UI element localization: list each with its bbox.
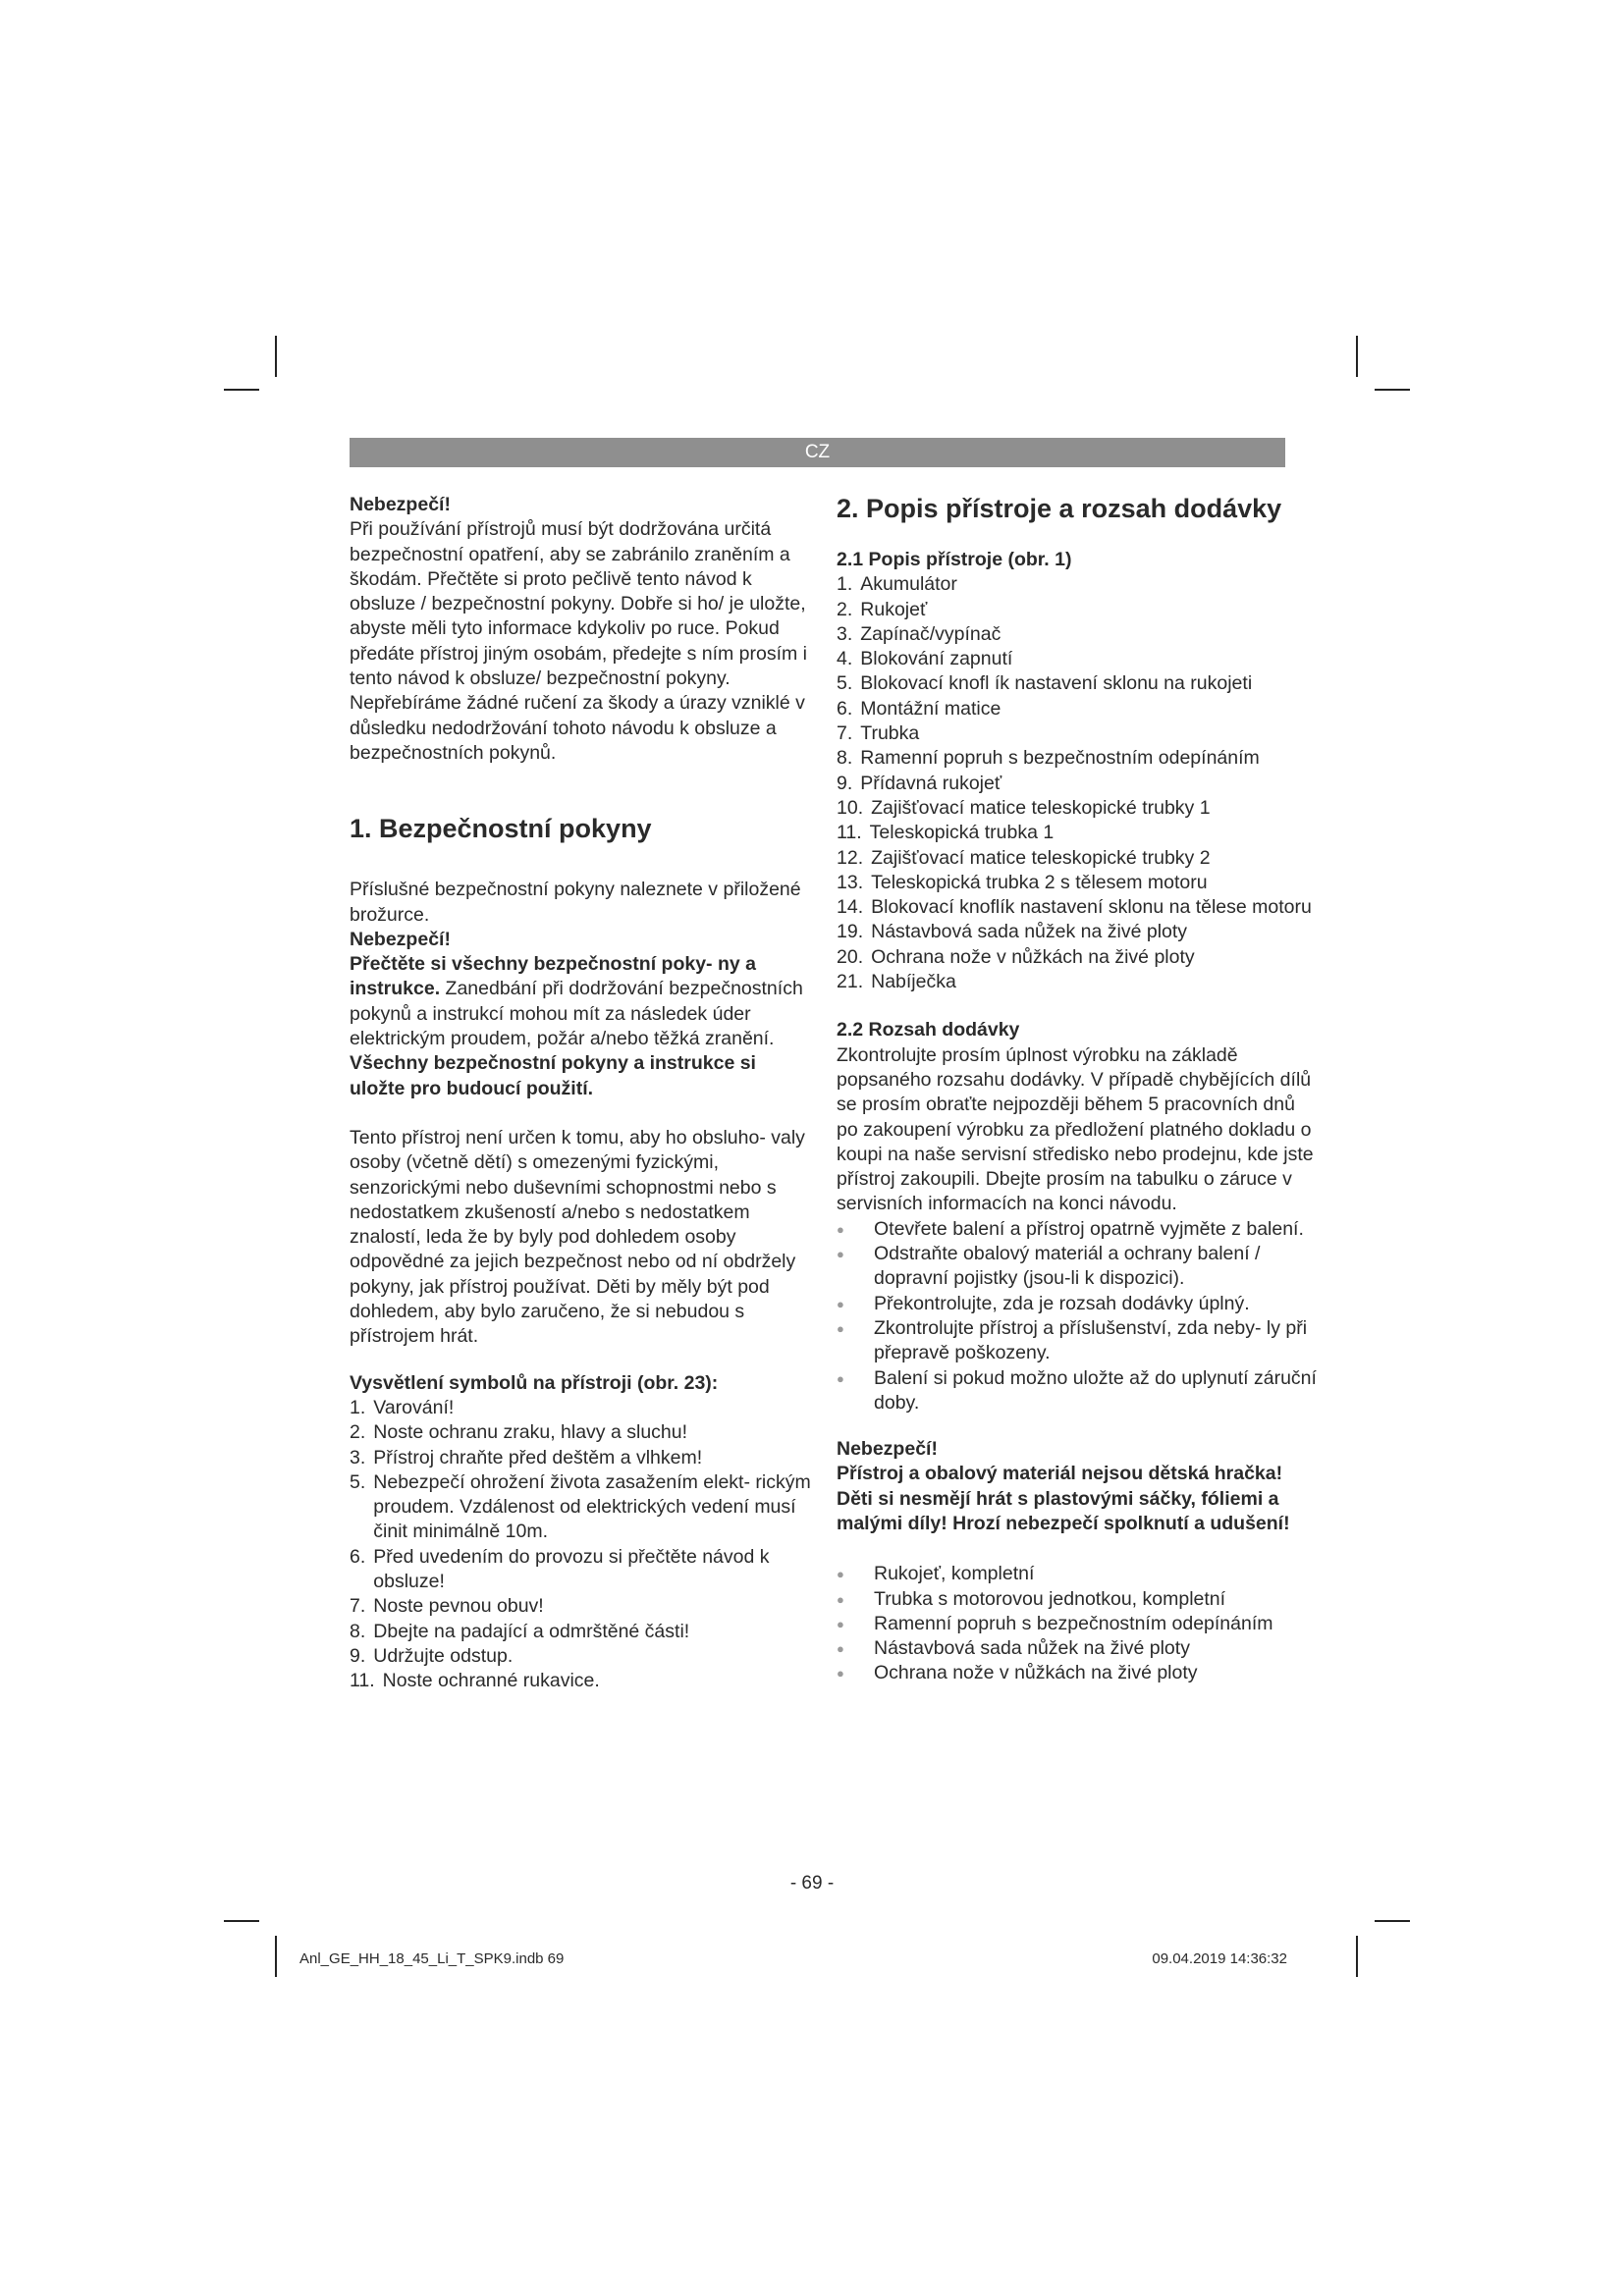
symbols-title: Vysvětlení symbolů na přístroji (obr. 23): [350,1371,719,1394]
file-name: Anl_GE_HH_18_45_Li_T_SPK9.indb 69 [299,1950,565,1967]
subsection-title: 2.2 Rozsah dodávky [837,1019,1020,1041]
list-item: 5. Nebezpečí ohrožení života zasažením elekt- rickým proudem. Vzdálenost od elektrických vedení musí činit minimálně 10m. [350,1470,811,1543]
list-item: 8. Ramenní popruh s bezpečnostním odepínáním [837,747,1260,770]
list-item: 1. Akumulátor [837,573,957,596]
parts-list [837,572,1318,994]
bullet-item: ● Balení si pokud možno uložte až do uplynutí záruční doby. [837,1366,1318,1416]
list-item: 11. Teleskopická trubka 1 [837,822,1055,844]
bullet-item: ● Nástavbová sada nůžek na živé ploty [837,1636,1318,1661]
bullet-item: ● Odstraňte obalový materiál a ochrany balení / dopravní pojistky (jsou-li k dispozici). [837,1242,1318,1292]
crop-mark [1375,389,1410,391]
list-item: 11. Noste ochranné rukavice. [350,1670,600,1692]
list-item: 6. Montážní matice [837,697,1001,720]
list-item: 21. Nabíječka [837,971,956,993]
danger-title: Nebezpečí! [350,494,451,515]
list-item: 19. Nástavbová sada nůžek na živé ploty [837,921,1188,943]
safety-warning [350,952,811,1101]
list-item: 7. Trubka [837,722,920,745]
contents-list [837,1562,1318,1685]
danger-paragraph: Při používání přístrojů musí být dodržována určitá bezpečnostní opatření, aby se zabránilo zraněním a škodám. Přečtěte si proto pečlivě tento návod k obsluze / bezpečnostní pokyny. Dobře si ho/ je uložte, abyste měli tyto informace kdykoliv po ruce. Pokud předáte přístroj jiným osobám, předejte s ním prosím i tento návod k obsluze/ bezpečnostní pokyny. Nepřebíráme žádné ručení za škody a úrazy vzniklé v důsledku nedodržování tohoto návodu k obsluze a bezpečnostních pokynů. [350,518,808,764]
crop-mark [1356,1936,1358,1977]
list-item: 3. Zapínač/vypínač [837,622,1001,645]
list-item: 9. Udržujte odstup. [350,1644,514,1667]
bullet-item: ● Překontrolujte, zda je rozsah dodávky úplný. [837,1292,1318,1316]
list-item: 1. Varování! [350,1396,455,1418]
crop-mark [275,336,277,377]
delivery-steps [837,1217,1318,1415]
delivery-paragraph: Zkontrolujte prosím úplnost výrobku na základě popsaného rozsahu dodávky. V případě chybějících dílů se prosím obraťte nejpozději během 5 pracovních dnů po zakoupení výrobku za předložení platného dokladu o koupi na naše servisní středisko nebo prodejnu, kde jste přístroj zakoupili. Dbejte prosím na tabulku o záruce v servisních informacích na konci návodu. [837,1043,1314,1215]
crop-mark [275,1936,277,1977]
bullet-item: ● Trubka s motorovou jednotkou, kompletní [837,1587,1318,1612]
warning-bold: Všechny bezpečnostní pokyny a instrukce si uložte pro budoucí použití. [350,1052,756,1099]
symbols-list [350,1396,811,1694]
bullet-item: ● Otevřete balení a přístroj opatrně vyjměte z balení. [837,1217,1318,1242]
list-item: 5. Blokovací knofl ík nastavení sklonu na rukojeti [837,672,1253,695]
danger-title: Nebezpečí! [837,1438,938,1461]
list-item: 3. Přístroj chraňte před deštěm a vlhkem! [350,1446,703,1468]
list-item: 8. Dbejte na padající a odmrštěné části! [350,1620,690,1642]
language-header: CZ [350,438,1285,467]
list-item: 12. Zajišťovací matice teleskopické trubky 2 [837,846,1211,869]
list-item: 4. Blokování zapnutí [837,648,1013,670]
list-item: 20. Ochrana nože v nůžkách na živé ploty [837,945,1195,968]
page-number: - 69 - [789,1873,835,1894]
list-item: 7. Noste pevnou obuv! [350,1595,544,1618]
section-title-description: 2. Popis přístroje a rozsah dodávky [837,494,1282,523]
list-item: 14. Blokovací knoflík nastavení sklonu na tělese motoru [837,896,1312,919]
list-item: 9. Přídavná rukojeť [837,772,1002,794]
section-title-safety: 1. Bezpečnostní pokyny [350,814,652,844]
crop-mark [224,1920,259,1922]
left-column [350,493,811,1693]
subsection-title: 2.1 Popis přístroje (obr. 1) [837,549,1072,570]
list-item: 6. Před uvedením do provozu si přečtěte návod k obsluze! [350,1545,770,1592]
bullet-item: ● Ramenní popruh s bezpečnostním odepínáním [837,1612,1318,1636]
bullet-item: ● Ochrana nože v nůžkách na živé ploty [837,1661,1318,1685]
crop-mark [1356,336,1358,377]
list-item: 2. Noste ochranu zraku, hlavy a sluchu! [350,1421,688,1444]
print-timestamp: 09.04.2019 14:36:32 [1152,1950,1287,1967]
crop-mark [1375,1920,1410,1922]
danger-paragraph: Přístroj a obalový materiál nejsou dětská hračka! Děti si nesmějí hrát s plastovými sáčky, fóliemi a malými díly! Hrozí nebezpečí spolknutí a udušení! [837,1463,1290,1534]
list-item: 10. Zajišťovací matice teleskopické trubky 1 [837,796,1211,819]
list-item: 2. Rukojeť [837,598,928,620]
bullet-item: ● Zkontrolujte přístroj a příslušenství, zda neby- ly při přepravě poškozeny. [837,1316,1318,1366]
warning-text: Zanedbání při dodržování bezpečnostních pokynů a instrukcí mohou mít za následek úder elektrickým proudem, požár a/nebo těžká zranění. [350,978,803,1050]
list-item: 13. Teleskopická trubka 2 s tělesem motoru [837,871,1208,893]
danger-title: Nebezpečí! [350,928,451,950]
safety-intro: Příslušné bezpečnostní pokyny naleznete v přiložené brožurce. [350,879,801,926]
bullet-item: ● Rukojeť, kompletní [837,1562,1318,1586]
warning-bold: Přečtěte si všechny bezpečnostní poky- ny a instrukce. [350,953,756,1000]
children-paragraph: Tento přístroj není určen k tomu, aby ho obsluho- valy osoby (včetně dětí) s omezenými fyzickými, senzorickými nebo duševními schopnostmi nebo s nedostatkem zkušeností a/nebo s nedostatkem znalostí, leda že by byly pod dohledem osoby odpovědné za jejich bezpečnost nebo od ní obdržely pokyny, jak přístroj používat. Děti by měly být pod dohledem, aby bylo zaručeno, že si nebudou s přístrojem hrát. [350,1126,805,1348]
crop-mark [224,389,259,391]
right-column [837,493,1318,1686]
